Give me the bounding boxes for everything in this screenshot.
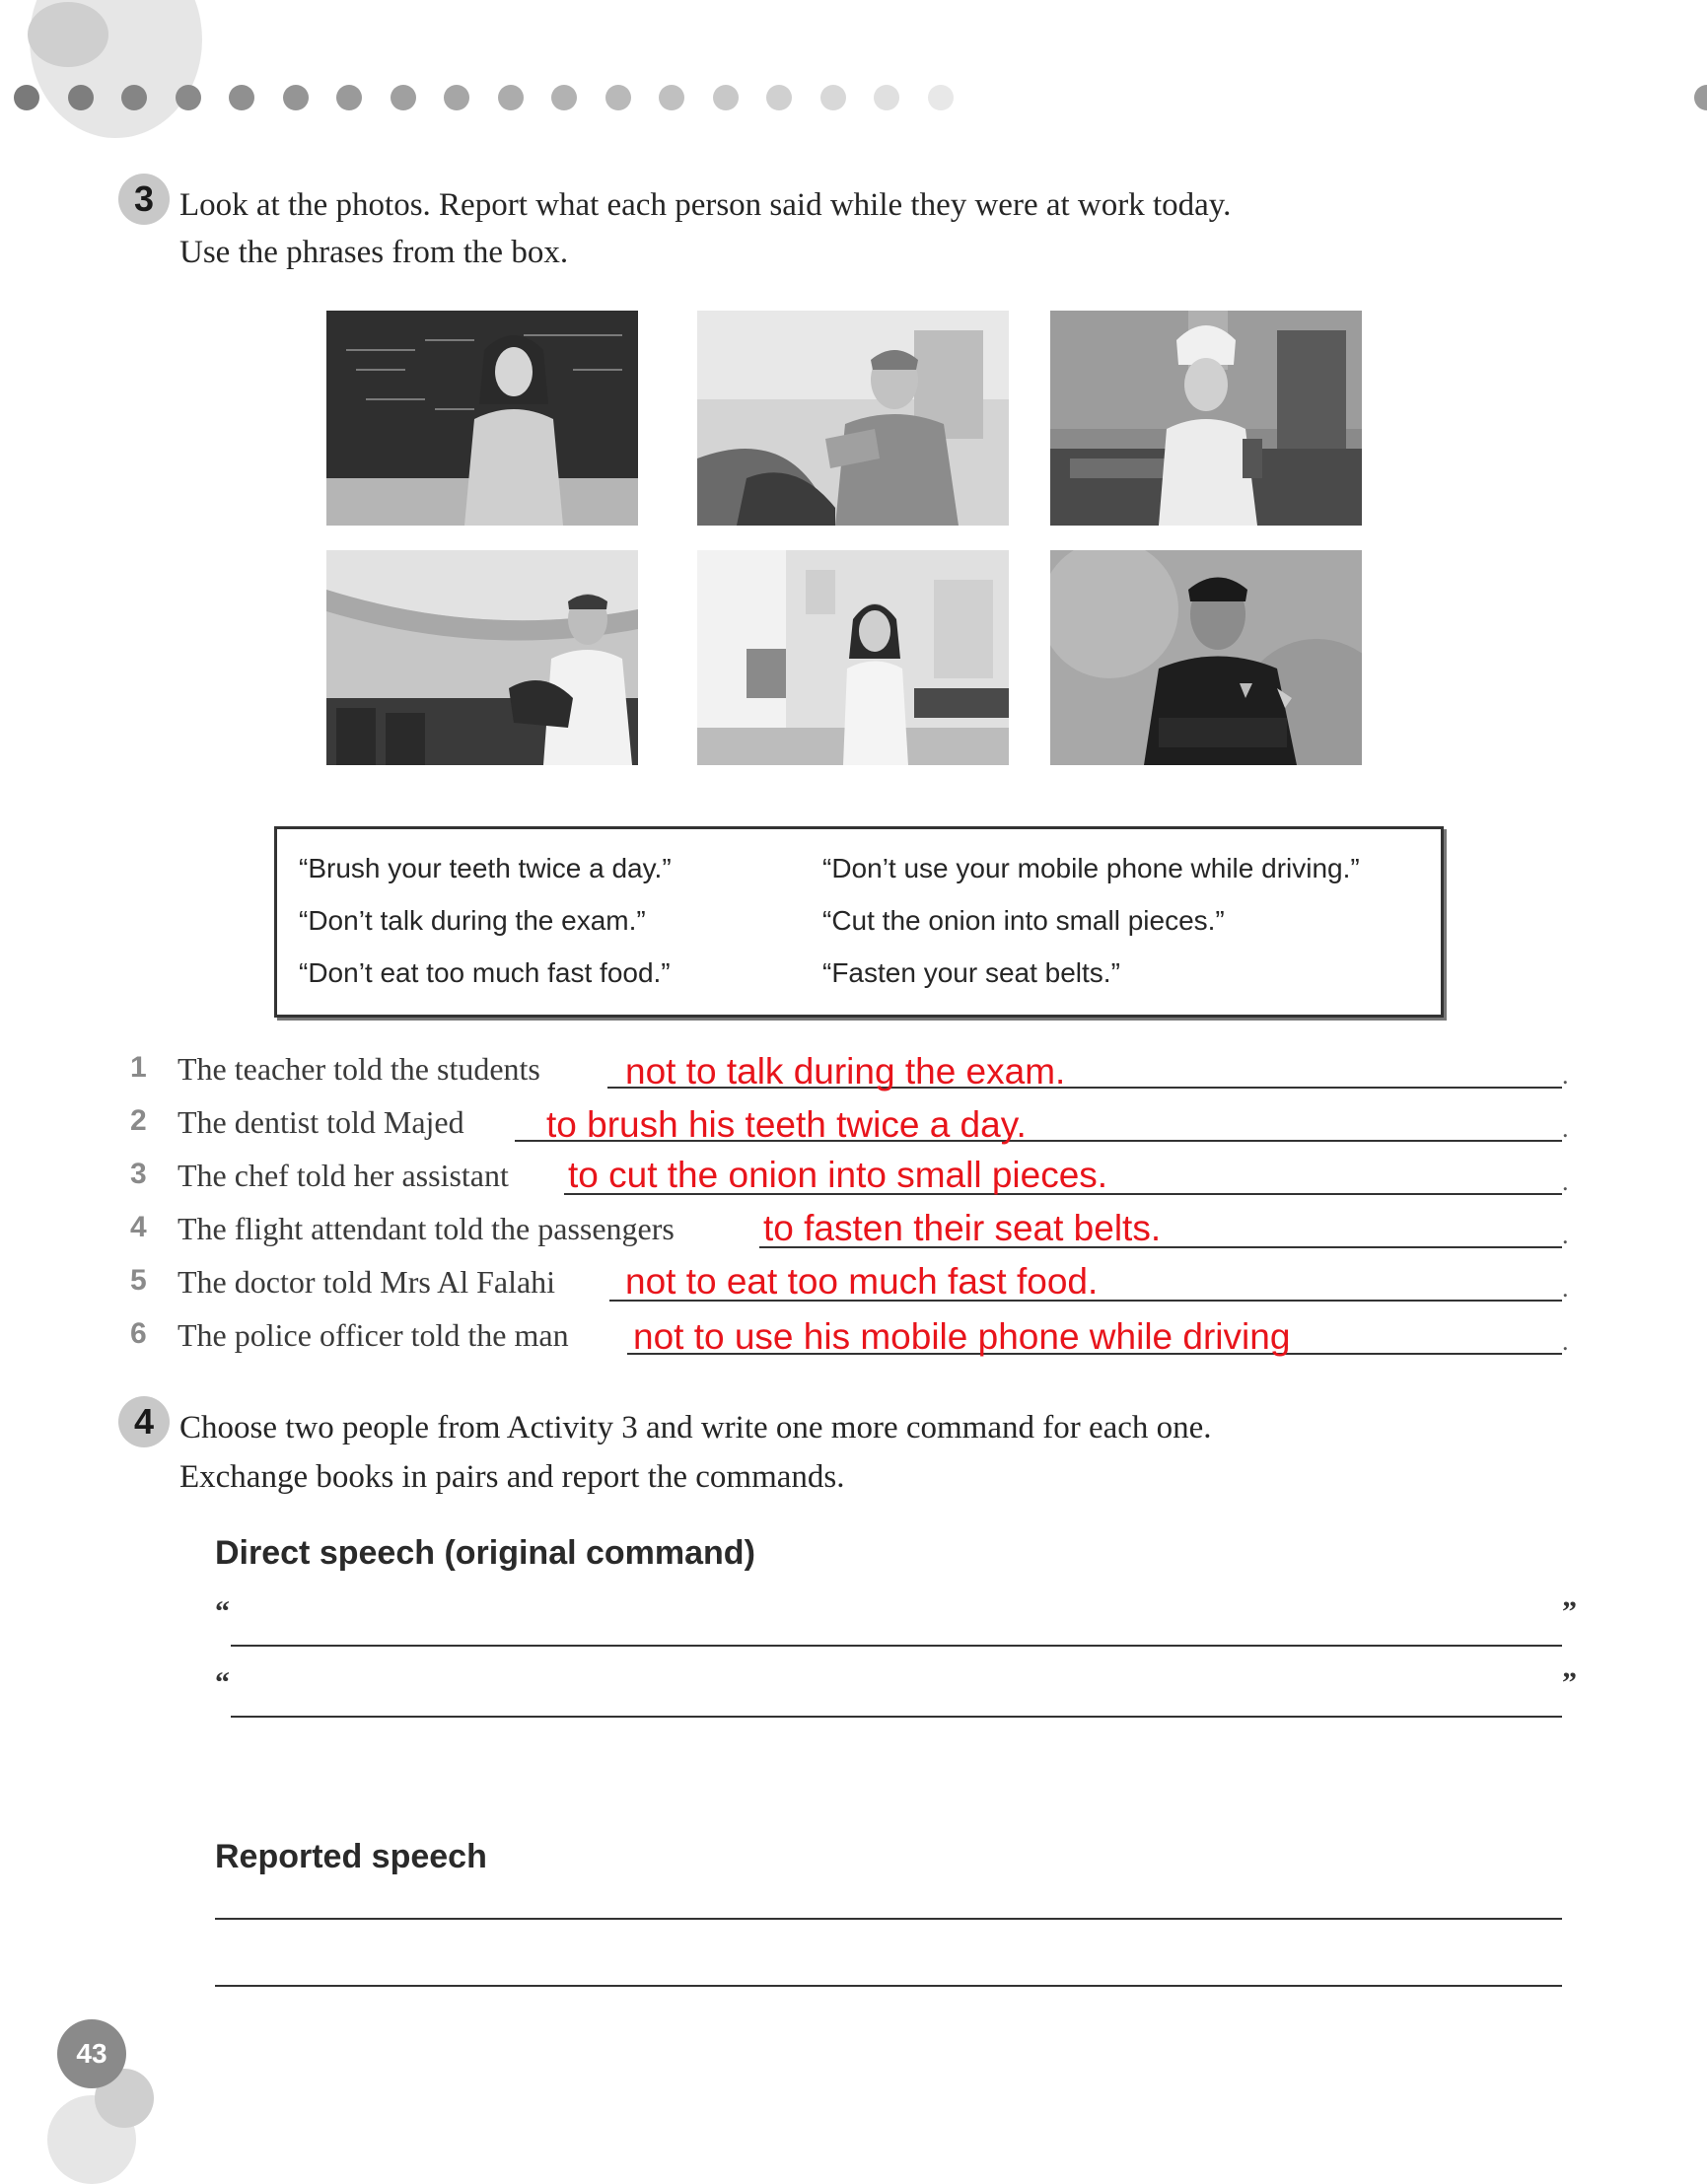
- activity-4-instruction-line1: Choose two people from Activity 3 and write one more command for each one.: [179, 1410, 1212, 1445]
- decorative-dot: [874, 85, 899, 110]
- exercise-number: 3: [130, 1158, 147, 1190]
- decorative-dot: [498, 85, 524, 110]
- decorative-dot: [176, 85, 201, 110]
- close-quote: ”: [1562, 1666, 1577, 1699]
- decorative-dot: [68, 85, 94, 110]
- exercise-prompt: The doctor told Mrs Al Falahi: [178, 1264, 556, 1300]
- open-quote: “: [215, 1666, 230, 1699]
- decorative-dot: [713, 85, 739, 110]
- exercise-number: 6: [130, 1317, 147, 1350]
- direct-speech-heading: Direct speech (original command): [215, 1534, 755, 1572]
- reported-speech-line-1[interactable]: [215, 1918, 1562, 1920]
- period: .: [1562, 1114, 1569, 1143]
- page-number: 43: [57, 2019, 126, 2088]
- teacher-photo: [326, 311, 638, 526]
- activity-3-instruction-line2: Use the phrases from the box.: [179, 235, 569, 270]
- police-officer-photo: [1050, 550, 1362, 765]
- phrase-dont-eat: “Don’t eat too much fast food.”: [299, 957, 671, 988]
- doctor-photo: [697, 550, 1009, 765]
- direct-speech-line-1[interactable]: [231, 1645, 1562, 1647]
- exercise-number: 1: [130, 1051, 147, 1084]
- exercise-number: 2: [130, 1104, 147, 1137]
- exercise-number: 5: [130, 1264, 147, 1297]
- direct-speech-line-2[interactable]: [231, 1716, 1562, 1718]
- activity-4-number: 4: [118, 1396, 170, 1447]
- decorative-dot: [444, 85, 469, 110]
- answer-text[interactable]: not to eat too much fast food.: [625, 1261, 1099, 1302]
- period: .: [1562, 1167, 1569, 1196]
- reported-speech-line-2[interactable]: [215, 1985, 1562, 1987]
- period: .: [1562, 1061, 1569, 1090]
- decorative-circle-small: [28, 2, 108, 67]
- decorative-dot: [229, 85, 254, 110]
- answer-text[interactable]: not to use his mobile phone while driving: [633, 1316, 1291, 1357]
- exercise-prompt: The police officer told the man: [178, 1317, 569, 1353]
- answer-text[interactable]: not to talk during the exam.: [625, 1051, 1066, 1092]
- open-quote: “: [215, 1595, 230, 1628]
- phrase-box: [274, 826, 1444, 1018]
- period: .: [1562, 1274, 1569, 1303]
- answer-text[interactable]: to cut the onion into small pieces.: [568, 1155, 1108, 1195]
- phrase-fasten-seatbelts: “Fasten your seat belts.”: [822, 957, 1120, 988]
- decorative-dot-edge: [1694, 85, 1707, 110]
- decorative-dot: [336, 85, 362, 110]
- phrase-brush-teeth: “Brush your teeth twice a day.”: [299, 853, 672, 883]
- answer-text[interactable]: to brush his teeth twice a day.: [546, 1104, 1027, 1145]
- period: .: [1562, 1327, 1569, 1356]
- phrase-dont-talk: “Don’t talk during the exam.”: [299, 905, 646, 936]
- decorative-dot: [391, 85, 416, 110]
- answer-text[interactable]: to fasten their seat belts.: [763, 1208, 1162, 1248]
- exercise-prompt: The teacher told the students: [178, 1051, 540, 1087]
- flight-attendant-photo: [326, 550, 638, 765]
- activity-3-instruction-line1: Look at the photos. Report what each person said while they were at work today.: [179, 187, 1232, 223]
- decorative-dot: [14, 85, 39, 110]
- decorative-dot: [659, 85, 684, 110]
- decorative-dot: [551, 85, 577, 110]
- period: .: [1562, 1221, 1569, 1249]
- close-quote: ”: [1562, 1595, 1577, 1628]
- decorative-dot: [283, 85, 309, 110]
- exercise-number: 4: [130, 1211, 147, 1243]
- exercise-prompt: The chef told her assistant: [178, 1158, 509, 1193]
- decorative-dot: [605, 85, 631, 110]
- decorative-dot: [928, 85, 954, 110]
- activity-3-number: 3: [118, 174, 170, 225]
- decorative-dot: [820, 85, 846, 110]
- exercise-prompt: The flight attendant told the passengers: [178, 1211, 675, 1246]
- activity-4-instruction-line2: Exchange books in pairs and report the commands.: [179, 1459, 845, 1495]
- decorative-dot: [121, 85, 147, 110]
- chef-photo: [1050, 311, 1362, 526]
- phrase-cut-onion: “Cut the onion into small pieces.”: [822, 905, 1225, 936]
- dentist-photo: [697, 311, 1009, 526]
- exercise-prompt: The dentist told Majed: [178, 1104, 464, 1140]
- reported-speech-heading: Reported speech: [215, 1838, 487, 1875]
- phrase-dont-use-phone: “Don’t use your mobile phone while driving.”: [822, 853, 1360, 883]
- decorative-dot: [766, 85, 792, 110]
